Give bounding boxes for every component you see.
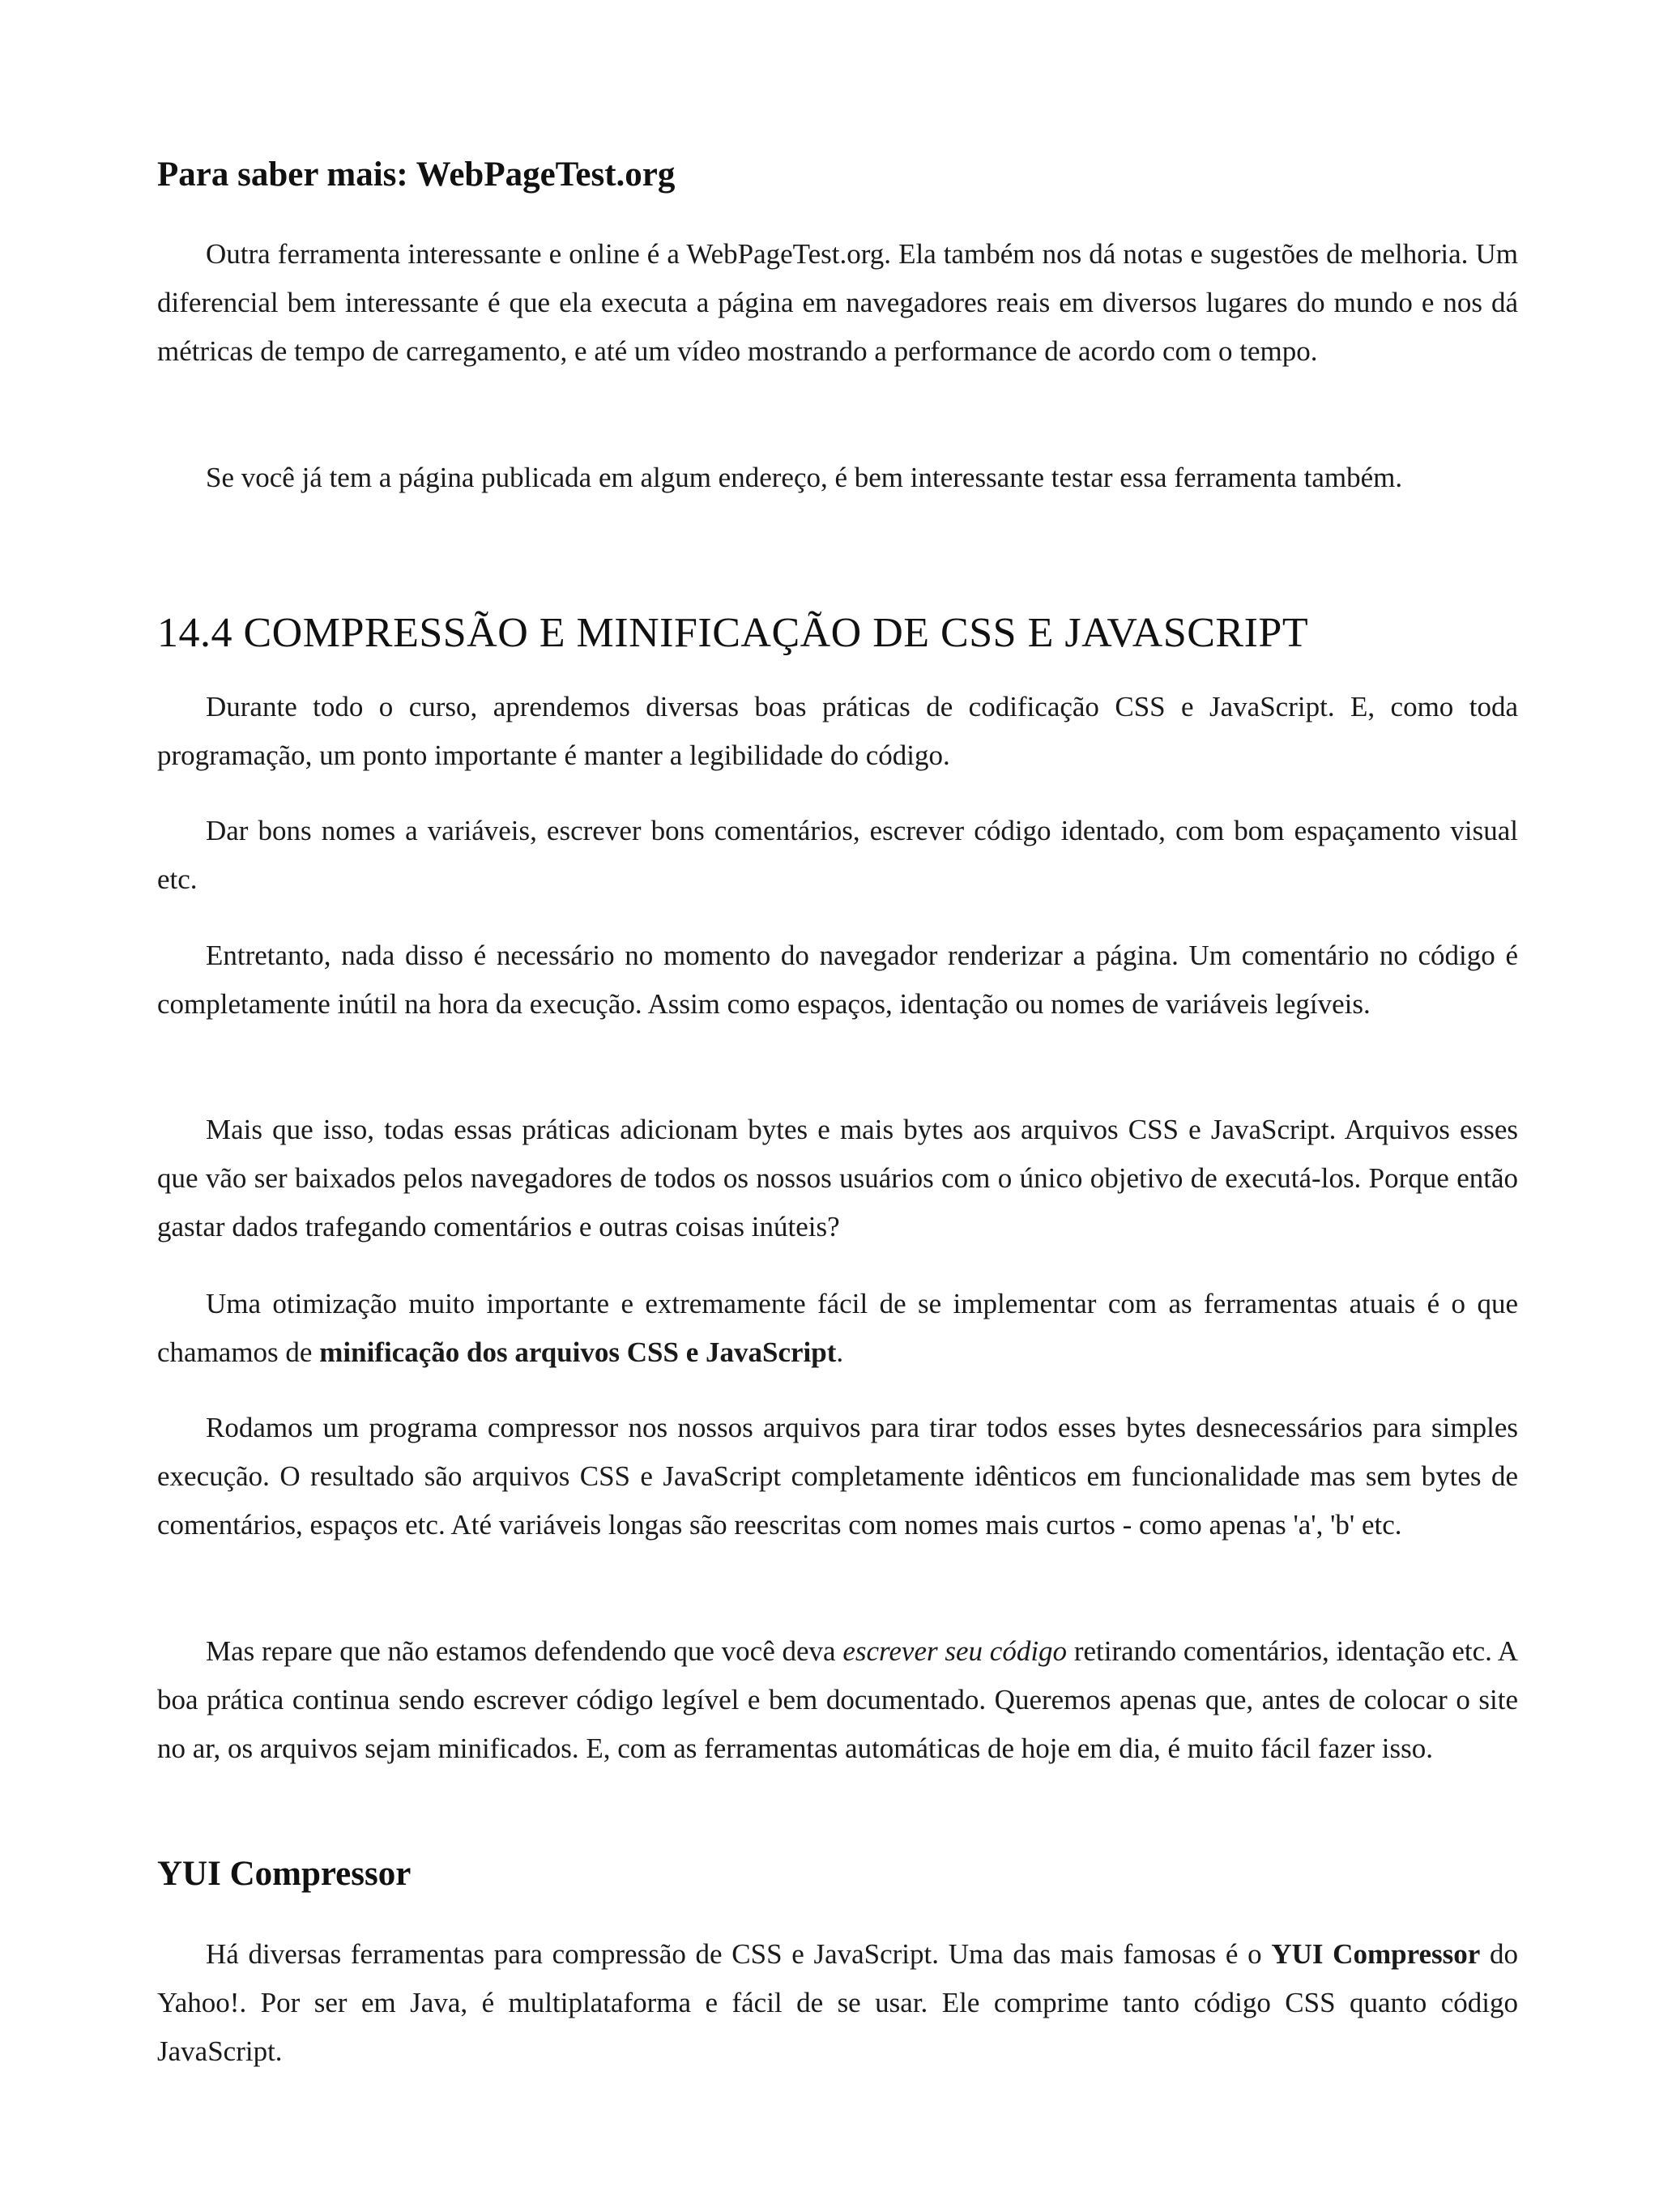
section-paragraph-2: Dar bons nomes a variáveis, escrever bons comentários, escrever código identado, com bom espaçamento visual etc. — [157, 815, 1518, 895]
section-paragraph-6: Rodamos um programa compressor nos nossos arquivos para tirar todos esses bytes desnecessários para simples execução. O resultado são arquivos CSS e JavaScript completamente idênticos em funcionalidade mas sem bytes de comentários, espaços etc. Até variáveis longas são reescritas com nomes mais curtos - como apenas 'a', 'b' etc. — [157, 1412, 1518, 1541]
section-heading: 14.4 COMPRESSÃO E MINIFICAÇÃO DE CSS E JAVASCRIPT — [157, 610, 1309, 656]
yui-text-post: do Yahoo!. Por ser em Java, é multiplataforma e fácil de se usar. Ele comprime tanto código CSS quanto código JavaScript. — [157, 1938, 1518, 2067]
p7-text-pre: Mas repare que não estamos defendendo que você deva — [206, 1635, 843, 1667]
p5-text-pre: Uma otimização muito importante e extremamente fácil de se implementar com as ferramentas atuais é o que chamamos de — [157, 1288, 1518, 1368]
box-paragraph-1: Outra ferramenta interessante e online é a WebPageTest.org. Ela também nos dá notas e sugestões de melhoria. Um diferencial bem interessante é que ela executa a página em navegadores reais em diversos lugares do mundo e nos dá métricas de tempo de carregamento, e até um vídeo mostrando a performance de acordo com o tempo. — [157, 238, 1518, 367]
section-paragraph-1: Durante todo o curso, aprendemos diversas boas práticas de codificação CSS e JavaScript. E, como toda programação, um ponto importante é manter a legibilidade do código. — [157, 691, 1518, 771]
section-paragraph-7 — [157, 1627, 1518, 1773]
yui-paragraph-1 — [157, 1930, 1518, 2076]
p5-bold-term: minificação dos arquivos CSS e JavaScript — [319, 1336, 837, 1368]
section-paragraph-3: Entretanto, nada disso é necessário no momento do navegador renderizar a página. Um comentário no código é completamente inútil na hora da execução. Assim como espaços, identação ou nomes de variáveis legíveis. — [157, 940, 1518, 1020]
p7-emphasis: escrever seu código — [842, 1635, 1068, 1667]
yui-text-pre: Há diversas ferramentas para compressão de CSS e JavaScript. Uma das mais famosas é o — [206, 1938, 1272, 1970]
section-paragraph-4: Mais que isso, todas essas práticas adicionam bytes e mais bytes aos arquivos CSS e JavaScript. Arquivos esses que vão ser baixados pelos navegadores de todos os nossos usuários com o único objetivo de executá-los. Porque então gastar dados trafegando comentários e outras coisas inúteis? — [157, 1114, 1518, 1242]
section-paragraph-5 — [157, 1280, 1518, 1377]
p7-text-post: retirando comentários, identação etc. A boa prática continua sendo escrever código legível e bem documentado. Queremos apenas que, antes de colocar o site no ar, os arquivos sejam minificados. E, com as ferramentas automáticas de hoje em dia, é muito fácil fazer isso. — [157, 1635, 1518, 1764]
p5-text-post: . — [836, 1336, 844, 1368]
box-paragraph-2: Se você já tem a página publicada em algum endereço, é bem interessante testar essa ferramenta também. — [206, 462, 1403, 493]
box-heading: Para saber mais: WebPageTest.org — [157, 156, 676, 194]
yui-bold-term: YUI Compressor — [1271, 1938, 1481, 1970]
yui-heading: YUI Compressor — [157, 1855, 412, 1893]
